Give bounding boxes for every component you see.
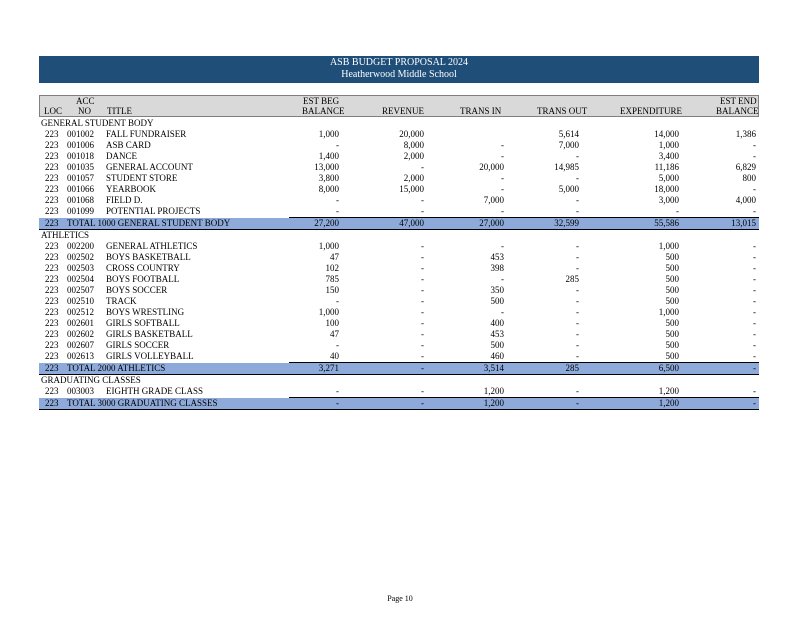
revenue-cell: - [421,195,424,205]
loc-cell: 223 [45,318,59,328]
revenue-cell: - [421,318,424,328]
table-row [39,252,759,263]
expenditure-cell: 5,000 [658,173,679,183]
loc-cell: 223 [45,386,59,396]
account-title-cell: GENERAL ATHLETICS [106,241,198,251]
est-beg-cell: 47 [330,252,339,262]
trans-out-cell: - [576,351,579,361]
trans-in-cell: - [501,206,504,216]
est-beg-cell: 1,000 [318,241,339,251]
revenue-cell: - [421,162,424,172]
trans-out-cell: - [576,318,579,328]
account-number-cell: 002613 [67,351,94,361]
revenue-cell: 2,000 [403,173,424,183]
revenue-cell: 8,000 [403,140,424,150]
account-number-cell: 002507 [67,285,94,295]
trans-in-cell: 20,000 [479,162,504,172]
account-title-cell: FIELD D. [106,195,143,205]
loc-cell: 223 [45,151,59,161]
trans-out-cell: - [576,340,579,350]
loc-cell: 223 [45,195,59,205]
expenditure-cell: 500 [665,285,679,295]
trans-in-cell: 460 [490,351,504,361]
col-est-beg-top: EST BEG [303,96,340,106]
est-beg-cell: 8,000 [318,184,339,194]
trans-out-cell: - [576,296,579,306]
trans-out-cell: - [576,241,579,251]
total-label: TOTAL 2000 ATHLETICS [67,363,166,373]
table-row [39,241,759,252]
trans-in-cell: 453 [490,252,504,262]
account-title-cell: GIRLS VOLLEYBALL [106,351,194,361]
table-row [39,318,759,329]
est-end-cell: - [753,140,756,150]
table-row [39,351,759,362]
total-trans-out-cell: 285 [565,363,579,373]
total-trans-in-cell: 1,200 [483,398,504,408]
expenditure-cell: - [676,206,679,216]
expenditure-cell: 18,000 [654,184,679,194]
est-beg-cell: - [336,386,339,396]
est-end-cell: - [753,329,756,339]
trans-out-cell: - [576,195,579,205]
total-revenue-cell: - [421,363,424,373]
account-number-cell: 003003 [67,386,94,396]
table-row [39,274,759,285]
trans-in-cell: - [501,184,504,194]
loc-cell: 223 [45,206,59,216]
col-trans-in: TRANS IN [460,106,502,116]
loc-cell: 223 [45,296,59,306]
account-number-cell: 002601 [67,318,94,328]
budget-table [39,118,759,410]
table-row [39,206,759,217]
account-title-cell: BOYS WRESTLING [106,307,185,317]
col-loc: LOC [44,106,62,116]
expenditure-cell: 500 [665,340,679,350]
account-title-cell: EIGHTH GRADE CLASS [106,386,204,396]
total-bottom-line [39,409,759,410]
est-end-cell: - [753,386,756,396]
account-title-cell: POTENTIAL PROJECTS [106,206,201,216]
loc-cell: 223 [45,329,59,339]
revenue-cell: - [421,274,424,284]
column-header-row [39,95,759,117]
loc-cell: 223 [45,340,59,350]
loc-cell: 223 [45,162,59,172]
account-number-cell: 001035 [67,162,94,172]
revenue-cell: - [421,307,424,317]
expenditure-cell: 500 [665,274,679,284]
account-number-cell: 002503 [67,263,94,273]
trans-in-cell: 398 [490,263,504,273]
est-end-cell: - [753,241,756,251]
total-label: TOTAL 1000 GENERAL STUDENT BODY [67,218,231,228]
total-trans-out-cell: - [576,398,579,408]
trans-in-cell: 350 [490,285,504,295]
total-revenue-cell: 47,000 [399,218,424,228]
total-row [39,363,759,374]
loc-cell: 223 [45,140,59,150]
table-row [39,195,759,206]
est-end-cell: - [753,318,756,328]
trans-in-cell: - [501,173,504,183]
trans-in-cell: 7,000 [483,195,504,205]
table-row [39,173,759,184]
revenue-cell: - [421,206,424,216]
est-end-cell: - [753,151,756,161]
table-row [39,340,759,351]
trans-out-cell: - [576,252,579,262]
col-expenditure: EXPENDITURE [620,106,682,116]
account-number-cell: 001068 [67,195,94,205]
est-beg-cell: 100 [325,318,339,328]
table-row [39,296,759,307]
total-est-beg-cell: - [336,398,339,408]
account-number-cell: 001057 [67,173,94,183]
account-number-cell: 002510 [67,296,94,306]
trans-in-cell: 453 [490,329,504,339]
table-row [39,263,759,274]
est-beg-cell: 1,000 [318,129,339,139]
trans-out-cell: 7,000 [558,140,579,150]
total-expenditure-cell: 55,586 [654,218,679,228]
total-loc-cell: 223 [45,218,59,228]
est-beg-cell: 13,000 [314,162,339,172]
loc-cell: 223 [45,263,59,273]
expenditure-cell: 500 [665,296,679,306]
trans-out-cell: 285 [565,274,579,284]
account-title-cell: GIRLS SOFTBALL [106,318,180,328]
col-est-beg-bottom: BALANCE [302,106,345,116]
revenue-cell: 2,000 [403,151,424,161]
table-row [39,285,759,296]
trans-out-cell: - [576,386,579,396]
account-title-cell: DANCE [106,151,137,161]
section-title: GENERAL STUDENT BODY [41,118,154,128]
est-end-cell: - [753,296,756,306]
total-trans-in-cell: 27,000 [479,218,504,228]
account-title-cell: BOYS SOCCER [106,285,168,295]
loc-cell: 223 [45,252,59,262]
total-est-end-cell: - [753,398,756,408]
loc-cell: 223 [45,285,59,295]
est-end-cell: - [753,252,756,262]
account-title-cell: ASB CARD [106,140,151,150]
trans-out-cell: - [576,307,579,317]
est-beg-cell: 785 [325,274,339,284]
table-row [39,162,759,173]
trans-out-cell: - [576,173,579,183]
account-title-cell: STUDENT STORE [106,173,178,183]
revenue-cell: - [421,296,424,306]
est-end-cell: - [753,184,756,194]
account-title-cell: TRACK [106,296,137,306]
account-number-cell: 001066 [67,184,94,194]
loc-cell: 223 [45,307,59,317]
trans-out-cell: 5,614 [558,129,579,139]
est-beg-cell: 102 [325,263,339,273]
expenditure-cell: 3,400 [658,151,679,161]
est-end-cell: - [753,340,756,350]
expenditure-cell: 1,000 [658,140,679,150]
table-row [39,129,759,140]
section-heading [39,230,759,241]
trans-out-cell: - [576,329,579,339]
account-number-cell: 002607 [67,340,94,350]
est-end-cell: 4,000 [735,195,756,205]
trans-in-cell: - [501,274,504,284]
expenditure-cell: 500 [665,263,679,273]
account-title-cell: GIRLS BASKETBALL [106,329,193,339]
est-end-cell: - [753,263,756,273]
revenue-cell: 15,000 [399,184,424,194]
total-revenue-cell: - [421,398,424,408]
est-beg-cell: 47 [330,329,339,339]
total-expenditure-cell: 6,500 [658,363,679,373]
total-trans-out-cell: 32,599 [554,218,579,228]
total-expenditure-cell: 1,200 [658,398,679,408]
revenue-cell: - [421,386,424,396]
est-beg-cell: - [336,296,339,306]
school-name: Heatherwood Middle School [341,69,457,80]
col-est-end-top: EST END [720,96,757,106]
table-row [39,329,759,340]
est-end-cell: - [753,285,756,295]
revenue-cell: - [421,351,424,361]
revenue-cell: - [421,340,424,350]
account-title-cell: FALL FUNDRAISER [106,129,187,139]
revenue-cell: - [421,241,424,251]
account-title-cell: BOYS BASKETBALL [106,252,191,262]
loc-cell: 223 [45,184,59,194]
trans-in-cell: - [501,151,504,161]
trans-out-cell: 14,985 [554,162,579,172]
expenditure-cell: 500 [665,351,679,361]
expenditure-cell: 1,000 [658,241,679,251]
total-est-end-cell: - [753,363,756,373]
expenditure-cell: 500 [665,252,679,262]
col-title: TITLE [107,106,132,116]
revenue-cell: - [421,252,424,262]
table-row [39,140,759,151]
loc-cell: 223 [45,274,59,284]
col-acc-top: ACC [76,96,95,106]
account-title-cell: BOYS FOOTBALL [106,274,180,284]
est-beg-cell: 1,000 [318,307,339,317]
expenditure-cell: 1,000 [658,307,679,317]
trans-out-cell: - [576,285,579,295]
revenue-cell: - [421,329,424,339]
est-beg-cell: 150 [325,285,339,295]
section-title: GRADUATING CLASSES [41,375,141,385]
expenditure-cell: 11,186 [654,162,679,172]
est-beg-cell: 3,800 [318,173,339,183]
est-end-cell: 1,386 [735,129,756,139]
account-number-cell: 002602 [67,329,94,339]
trans-out-cell: - [576,263,579,273]
est-beg-cell: 1,400 [318,151,339,161]
col-est-end-bottom: BALANCE [716,106,759,116]
total-bottom-rule [39,409,759,410]
trans-out-cell: - [576,151,579,161]
revenue-cell: - [421,263,424,273]
est-beg-cell: - [336,140,339,150]
expenditure-cell: 500 [665,318,679,328]
col-acc-bottom: NO [78,106,91,116]
total-trans-in-cell: 3,514 [483,363,504,373]
expenditure-cell: 500 [665,329,679,339]
account-number-cell: 002512 [67,307,94,317]
trans-in-cell: - [501,307,504,317]
account-title-cell: GIRLS SOCCER [106,340,170,350]
est-end-cell: - [753,274,756,284]
report-banner [39,56,759,83]
trans-in-cell: 500 [490,296,504,306]
est-beg-cell: - [336,206,339,216]
est-end-cell: 6,829 [735,162,756,172]
account-number-cell: 001002 [67,129,94,139]
est-end-cell: 800 [742,173,756,183]
trans-out-cell: - [576,206,579,216]
est-end-cell: - [753,307,756,317]
loc-cell: 223 [45,351,59,361]
account-title-cell: CROSS COUNTRY [106,263,180,273]
expenditure-cell: 3,000 [658,195,679,205]
table-row [39,184,759,195]
total-row [39,398,759,409]
est-end-cell: - [753,206,756,216]
trans-in-cell: 1,200 [483,386,504,396]
trans-in-cell: - [501,241,504,251]
total-loc-cell: 223 [45,398,59,408]
revenue-cell: - [421,285,424,295]
loc-cell: 223 [45,241,59,251]
table-row [39,386,759,397]
section-heading [39,375,759,386]
total-row [39,218,759,229]
report-title: ASB BUDGET PROPOSAL 2024 [329,57,469,68]
est-end-cell: - [753,351,756,361]
total-est-beg-cell: 27,200 [314,218,339,228]
account-number-cell: 002504 [67,274,94,284]
est-beg-cell: - [336,195,339,205]
trans-in-cell: 500 [490,340,504,350]
trans-in-cell: - [501,140,504,150]
account-number-cell: 001099 [67,206,94,216]
expenditure-cell: 1,200 [658,386,679,396]
table-row [39,151,759,162]
account-title-cell: YEARBOOK [106,184,157,194]
total-label: TOTAL 3000 GRADUATING CLASSES [67,398,218,408]
trans-out-cell: 5,000 [558,184,579,194]
total-loc-cell: 223 [45,363,59,373]
loc-cell: 223 [45,173,59,183]
account-number-cell: 002502 [67,252,94,262]
trans-in-cell: 400 [490,318,504,328]
table-row [39,307,759,318]
loc-cell: 223 [45,129,59,139]
total-est-beg-cell: 3,271 [318,363,339,373]
col-revenue: REVENUE [382,106,424,116]
col-trans-out: TRANS OUT [537,106,588,116]
page-number: Page 10 [387,594,413,603]
account-title-cell: GENERAL ACCOUNT [106,162,193,172]
section-heading [39,118,759,129]
expenditure-cell: 14,000 [654,129,679,139]
est-beg-cell: 40 [330,351,339,361]
account-number-cell: 001006 [67,140,94,150]
est-beg-cell: - [336,340,339,350]
total-est-end-cell: 13,015 [731,218,756,228]
section-title: ATHLETICS [41,230,89,240]
account-number-cell: 002200 [67,241,94,251]
revenue-cell: 20,000 [399,129,424,139]
account-number-cell: 001018 [67,151,94,161]
